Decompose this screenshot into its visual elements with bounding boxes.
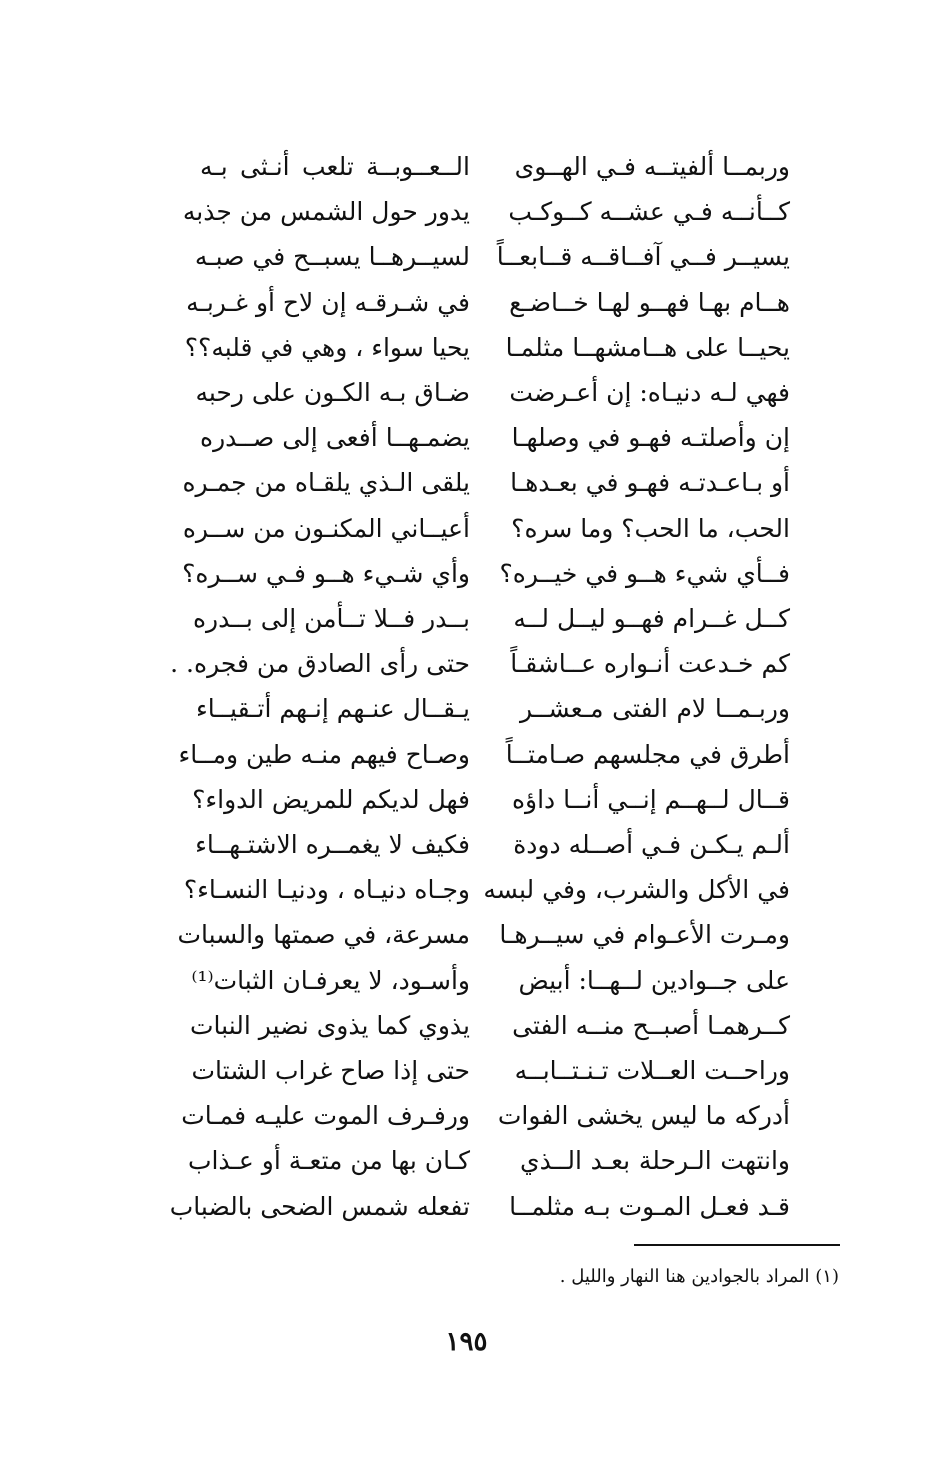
verse-right-hemistich: هــام بهـا فهــو لهـا خــاضـع: [509, 287, 790, 317]
verse-left-hemistich: الــعــوبــة تلعب أنـثى بـه: [200, 152, 470, 181]
verse-right-hemistich: الحب، ما الحب؟ وما سره؟: [511, 513, 790, 543]
verse-left-hemistich: بــدر فــلا تــأمن إلى بــدره: [192, 604, 470, 633]
verse-left-hemistich: تفعله شمس الضحى بالضباب: [169, 1191, 470, 1221]
verse-left-hemistich: لسيــرهــا يسبــح في صبـه: [194, 242, 470, 272]
verse-right-hemistich: وربمــا ألفيتــه فـي الهــوى: [514, 152, 790, 181]
verse-right-hemistich: كــل غــرام فهــو ليــل لــه: [513, 604, 790, 633]
verse-right-hemistich: وربـمــا لام الفتى مـعشــر: [520, 694, 790, 724]
verse-right-hemistich: يحيــا على هــامشهــا مثلمـا: [505, 332, 790, 362]
verse-right-hemistich: أدركه ما ليس يخشى الفوات: [497, 1101, 790, 1131]
verse-left-hemistich: ورفـرف الموت عليـه فمـات: [181, 1101, 470, 1131]
footnote-divider: [634, 1244, 840, 1246]
verse-left-hemistich: وأسـود، لا يعرفـان الثبات⁽¹⁾: [191, 965, 470, 995]
verse-left-hemistich: وأي شـيء هــو فـي ســره؟: [182, 558, 470, 588]
verse-right-hemistich: قـد فعـل المـوت بـه مثلمــا: [509, 1191, 790, 1221]
verse-left-hemistich: يحيا سواء ، وهي في قلبه؟؟: [184, 332, 470, 362]
verse-right-hemistich: فــأي شيء هــو في خيــره؟: [499, 558, 790, 588]
verse-right-hemistich: أطرق في مجلسهم صـامتــاً: [505, 739, 790, 769]
verse-left-hemistich: يـقــال عنـهم إنـهم أتـقيــاء: [196, 694, 470, 724]
verse-left-hemistich: فكيف لا يغمــره الاشتـهــاء: [195, 830, 470, 859]
verse-right-hemistich: كم خـدعت أنـواره عــاشقـاً: [510, 649, 790, 679]
verse-left-hemistich: يلقى الـذي يلقـاه من جمـره: [182, 468, 470, 498]
verse-left-hemistich: يذوي كما يذوى نضير النبات: [190, 1010, 470, 1040]
footnote: (١) المراد بالجوادين هنا النهار والليل .: [559, 1266, 839, 1287]
verse-left-hemistich: أعيــاني المكنـون من ســره: [182, 513, 470, 543]
verse-right-hemistich: وانتهت الـرحلة بعـد الــذي: [520, 1146, 790, 1176]
verse-left-hemistich: حتى رأى الصادق من فجره. .: [170, 649, 470, 679]
verse-left-hemistich: مسرعة، في صمتها والسبات: [177, 920, 470, 950]
verse-left-hemistich: يضمـهــا أفعى إلى صــدره: [200, 423, 470, 453]
verse-right-hemistich: ألـم يـكـن فـي أصــله دودة: [513, 830, 790, 859]
verse-left-hemistich: في شـرقـه إن لاح أو غـربـه: [186, 287, 470, 317]
verse-right-hemistich: كــرهمـا أصبــح منــه الفتى: [512, 1010, 790, 1040]
verse-right-hemistich: ومـرت الأعـوام في سيــرهـا: [499, 920, 790, 950]
verse-right-hemistich: قــال لــهــم إنــي أنــا داؤه: [511, 784, 790, 814]
verse-left-hemistich: يدور حول الشمس من جذبه: [182, 197, 470, 227]
verse-left-hemistich: وصـاح فيهم منـه طين ومــاء: [178, 739, 470, 769]
verse-left-hemistich: وجـاه دنيـاه ، ودنيـا النسـاء؟: [183, 875, 470, 905]
verse-right-hemistich: إن وأصلتـه فهـو في وصلهـا: [511, 423, 790, 453]
verse-right-hemistich: أو بـاعـدتـه فهـو في بعـدهـا: [510, 468, 790, 498]
verse-left-hemistich: فهل لديكم للمريض الدواء؟: [192, 784, 470, 814]
verse-right-hemistich: يسيــر فــي آفــاقــه قــابعــاً: [496, 242, 790, 272]
verse-right-hemistich: فهي لـه دنيـاه: إن أعـرضت: [509, 378, 790, 407]
verse-left-hemistich: حتى إذا صاح غراب الشتات: [191, 1056, 470, 1085]
verse-right-hemistich: وراحــت العــلات تـنـتــابــه: [514, 1056, 790, 1085]
page-number: ١٩٥: [445, 1327, 488, 1357]
verse-left-hemistich: ضـاق بـه الكـون على رحبه: [195, 378, 470, 407]
verse-right-hemistich: في الأكل والشرب، وفي لبسه: [483, 875, 790, 905]
verse-right-hemistich: على جــوادين لــهــا: أبيض: [518, 965, 790, 995]
verse-left-hemistich: كـان بها من متعـة أو عـذاب: [187, 1146, 470, 1176]
poem-body: [169, 146, 790, 1231]
verse-right-hemistich: كــأنــه فـي عشــه كــوكـب: [508, 197, 790, 227]
